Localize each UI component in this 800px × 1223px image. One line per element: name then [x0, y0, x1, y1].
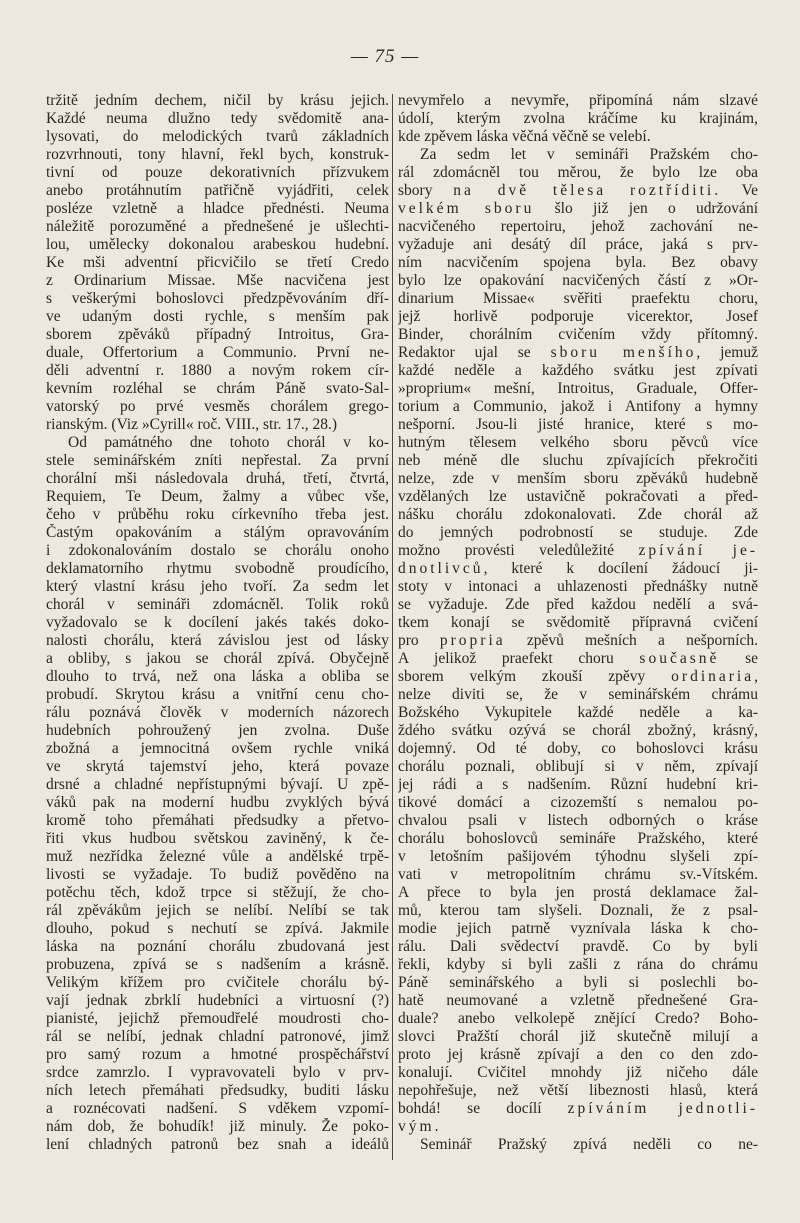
text-line: kromě toho přemáhati předsudky a přetvo- [46, 812, 389, 829]
text-line: posléze vzletně a hladce přednésti. Neuma [46, 200, 389, 217]
text-line: Od památného dne tohoto chorál v ko- [68, 434, 389, 451]
right-column [398, 92, 758, 1154]
text-line: rál zdomácněl tou měrou, že bylo lze oba [398, 164, 758, 181]
text-line: konalují. Cvičitel mnohdy již ničeho dále [398, 1064, 758, 1081]
text-line: Binder, chorálním cvičením vždy přítomný. [398, 326, 758, 343]
text-line: nešporní. Jsou-li jisté hranice, které s mo- [398, 416, 758, 433]
text-line: pianisté, jejichž přemoudřelé moudrosti cho- [46, 1010, 389, 1027]
text-line: Každé neuma dlužno tedy svědomitě ana- [46, 110, 389, 127]
text-line: Častým opakováním a stálým opravováním [46, 524, 389, 541]
text-line: livosti se vyžadaje. To budiž pověděno na [46, 866, 389, 883]
text-line: hatě neumované a vzletně přednešené Gra- [398, 992, 758, 1009]
text-line: ve udaným dosti rychle, s menším pak [46, 308, 389, 325]
text-line: náležitě porozuměné a přednešené je ušlechti- [46, 218, 389, 235]
text-line: nám dob, že bohudík! již minuly. Že poko- [46, 1118, 389, 1135]
text-line: potěchu těch, kdož trpce si stěžují, že cho- [46, 884, 389, 901]
text-line: lení chladných patronů bez snah a ideálů [46, 1136, 389, 1153]
text-line [398, 542, 758, 560]
text-line: Requiem, Te Deum, žalmy a vůbec vše, [46, 488, 389, 505]
text-line: pro samý rozum a hmotné prospěchářství [46, 1046, 389, 1063]
text-line [398, 560, 758, 578]
emphasized-text: dnotlivců [398, 560, 484, 577]
text-line: lysovati, do melodických tvarů základních [46, 128, 389, 145]
text-line: proto jej krásně zpívají a den co den zdo- [398, 1046, 758, 1063]
text-line [398, 1100, 758, 1118]
text-line: torium a Communio, jakož i Antifony a hymny [398, 398, 758, 415]
text-line: tivní od pouze dekorativních přízvukem [46, 164, 389, 181]
text-line: chorálu poznali, oblibují si v něm, zpívají [398, 758, 758, 775]
text-line: z Ordinarium Missae. Mše nacvičena jest [46, 272, 389, 289]
text-line: jejž horlivě podporuje vicerektor, Josef [398, 308, 758, 325]
emphasized-text: propria [439, 632, 506, 649]
text-line: vatorský po prvé vesměs chorálem grego- [46, 398, 389, 415]
text-line: dlouho, pokud s nechutí se zpívá. Jakmile [46, 920, 389, 937]
text-line: jej rádi a s nadšením. Různí hudební kri- [398, 776, 758, 793]
emphasized-text: současně [639, 650, 720, 667]
text-line: Ke mši adventní přicvičilo se třetí Credo [46, 254, 389, 271]
text-line: nalosti chorálu, která závislou jest od lásky [46, 632, 389, 649]
text-line: anebo protáhnutím patřičně vyjádřiti, celek [46, 182, 389, 199]
text-segment: šlo již jen o udržování [534, 200, 758, 217]
text-line: rál se nelíbí, jednak chladní patronové, jimž [46, 1028, 389, 1045]
text-segment: možno provésti veledůležité [398, 542, 639, 559]
text-line: slovci Pražští chorál již skutečně milují a [398, 1028, 758, 1045]
text-line: probudí. Skrytou krásu a vnitřní cenu cho- [46, 686, 389, 703]
text-line: A přece to byla jen prostá deklamace žal- [398, 884, 758, 901]
text-line [398, 668, 758, 686]
text-line: chorální mši následovala druhá, třetí, čtvrtá, [46, 470, 389, 487]
text-line: Velikým křížem pro cvičitele chorálu bý- [46, 974, 389, 991]
text-line: řekli, kdyby si byli zašli z rána do chrámu [398, 956, 758, 973]
text-line: nacvičeného repertoiru, jehož zachování ne- [398, 218, 758, 235]
text-line: neb méně dle sluchu zpívajících překročiti [398, 452, 758, 469]
page-number: — 75 — [350, 46, 420, 67]
text-line: nelze diviti se, že v seminářském chrámu [398, 686, 758, 703]
text-line: rálu. Dali svědectví pravdě. Co by byli [398, 938, 758, 955]
text-line: probuzena, zpívá se s nadšením a krásně. [46, 956, 389, 973]
text-segment: se [719, 650, 758, 667]
text-line: Páně seminářského a byli si poslechli bo- [398, 974, 758, 991]
text-line: muž nezřídka železné vůle a andělské trpě- [46, 848, 389, 865]
emphasized-text: zpíváním jednotli- [567, 1100, 758, 1117]
text-segment: , [754, 668, 758, 685]
text-segment: bohdá! se docílí [398, 1100, 568, 1117]
text-segment: sborem velkým zkouší zpěvy [398, 668, 672, 685]
text-line: modie jejich patrně vyznívala láska k cho- [398, 920, 758, 937]
text-segment: sbory [398, 182, 454, 199]
text-line: ve skrytá tajemství jeho, která povaze [46, 758, 389, 775]
text-line: rál zpěvákům jejich se nelíbí. Nelíbí se tak [46, 902, 389, 919]
text-line [398, 344, 758, 362]
text-line: lou, umělecky dokonalou arabeskou hudební. [46, 236, 389, 253]
emphasized-text: zpívání je- [638, 542, 758, 559]
text-segment: zpěvů mešních a nešporních. [505, 632, 758, 649]
text-line: vzdělaných lze ustavičně pokračovati a před- [398, 488, 758, 505]
text-line: láska na poznání chorálu zbudovaná jest [46, 938, 389, 955]
text-line: údolí, kterým zvolna kráčíme ku krajinám, [398, 110, 758, 127]
text-line [398, 1118, 758, 1136]
text-line: stoty v intonaci a uhlazenosti přednášky nutně [398, 578, 758, 595]
text-line: zbožná a jemnocitná ovšem rychle vniká [46, 740, 389, 757]
text-line: čeho v průběhu roku církevního třeba jest. [46, 506, 389, 523]
text-segment: , které k docílení žádoucí ji- [483, 560, 758, 577]
text-line: nášku chorálu zdokonalovati. Zde chorál až [398, 506, 758, 523]
text-line: sborem zpěváků případný Introitus, Gra- [46, 326, 389, 343]
text-line: deklamatorního rhytmu svobodně proudícího, [46, 560, 389, 577]
text-line [398, 182, 758, 200]
text-line: drsné a chladné nepřístupnými bývají. U zpě- [46, 776, 389, 793]
text-line: srdce zamrzlo. I vypravovateli bylo v prv- [46, 1064, 389, 1081]
text-line [398, 650, 758, 668]
text-line: duale? anebo velkolepě znějící Credo? Boho- [398, 1010, 758, 1027]
text-line: hudebních pohroužený jen zvolna. Duše [46, 722, 389, 739]
text-segment: , jemuž [696, 344, 758, 361]
text-line: chorál v semináři zdomácněl. Tolik roků [46, 596, 389, 613]
emphasized-text: ordinaria [671, 668, 755, 685]
text-line: vati v metropolitním chrámu sv.-Vítském. [398, 866, 758, 883]
text-line: tkem konají se svědomitě přípravná cvičení [398, 614, 758, 631]
text-line: rálu poznává člověk v moderních názorech [46, 704, 389, 721]
text-line: vyžaduje ani desátý díl práce, jaká s prv- [398, 236, 758, 253]
text-line: dlouho to trvá, než ona láska a obliba se [46, 668, 389, 685]
text-segment: Redaktor ujal se [398, 344, 551, 361]
emphasized-text: velkém sboru [398, 200, 535, 217]
emphasized-text: na dvě tělesa roztříditi. [453, 182, 722, 199]
text-segment: . [434, 1118, 439, 1135]
text-segment: pro [398, 632, 440, 649]
text-line: ždého svátku ozývá se chorál zbožný, krásný, [398, 722, 758, 739]
text-line: stele seminářském zníti nepřestal. Za první [46, 452, 389, 469]
text-line: děli adventní r. 1880 a novým rokem cír- [46, 362, 389, 379]
text-line: který vlastní krásu jeho tvoří. Za sedm let [46, 578, 389, 595]
text-line: Seminář Pražský zpívá neděli co ne- [420, 1136, 758, 1153]
text-line: s veškerými bohoslovci předzpěvováním dří- [46, 290, 389, 307]
text-line: rozvrhnouti, tony hlavní, řekl bych, konstruk- [46, 146, 389, 163]
text-segment: Ve [721, 182, 758, 199]
text-line: dojemný. Od té doby, co bohoslovci krásu [398, 740, 758, 757]
text-line: rianským. (Viz »Cyrill« roč. VIII., str. 17., 28.) [46, 416, 338, 433]
text-line: Božského Vykupitele každé neděle a ka- [398, 704, 758, 721]
text-line: vají jednak zbrklí hudebníci a virtuosní (?) [46, 992, 389, 1009]
text-line: i zdokonalováním dostalo se chorálu onoho [46, 542, 389, 559]
text-line: nepohřešuje, než větší libeznosti hlasů, která [398, 1082, 758, 1099]
left-column [46, 92, 389, 1154]
text-line: bylo lze opakování nacvičených částí z »Or- [398, 272, 758, 289]
text-line: nevymřelo a nevymře, připomíná nám slzavé [398, 92, 758, 109]
emphasized-text: vým [398, 1118, 435, 1135]
text-line [398, 200, 758, 218]
text-line: dinarium Missae« svěřiti praefektu choru, [398, 290, 758, 307]
text-line: ních letech přemáhati předsudky, buditi lásku [46, 1082, 389, 1099]
text-line: kde zpěvem láska věčná věčně se velebí. [398, 128, 651, 145]
text-line: duale, Offertorium a Communio. První ne- [46, 344, 389, 361]
text-line: váků pak na moderní hudbu zvyklých bývá [46, 794, 389, 811]
text-line [398, 632, 758, 650]
text-segment: A jelikož praefekt choru [398, 650, 640, 667]
text-line: vyžadovalo se k docílení jakés takés doko- [46, 614, 389, 631]
text-line: »proprium« mešní, Introitus, Graduale, Offer- [398, 380, 758, 397]
text-line: ním nacvičením spojena byla. Bez obavy [398, 254, 758, 271]
text-line: tikové domácí a cizozemští s nemalou po- [398, 794, 758, 811]
text-line: se vyžaduje. Zde před každou nedělí a svá- [398, 596, 758, 613]
text-line: do jemných podrobností se studuje. Zde [398, 524, 758, 541]
text-line: chorálu bohoslovců semináře Pražského, které [398, 830, 758, 847]
text-line: každé neděle a každého svátku jest zpívati [398, 362, 758, 379]
text-line: mů, kterou tam slyšeli. Doznali, že z psal- [398, 902, 758, 919]
text-line: a obliby, s jakou se chorál zpívá. Obyčejně [46, 650, 389, 667]
text-line: nelze, zde v menším sboru zpěváků hudebně [398, 470, 758, 487]
text-line: tržitě jedním dechem, ničil by krásu jejich. [46, 92, 389, 109]
text-line: kevním rozléhal se chrám Páně svato-Sal- [46, 380, 389, 397]
emphasized-text: sboru menšího [550, 344, 697, 361]
text-line: a roznécovati nadšení. S vděkem vzpomí- [46, 1100, 389, 1117]
text-line: Za sedm let v semináři Pražském cho- [420, 146, 758, 163]
text-line: hutným tělesem velkého sboru pěvců více [398, 434, 758, 451]
text-line: chvalou psali v listech odborných o kráse [398, 812, 758, 829]
column-divider [392, 94, 393, 1160]
text-line: v letošním pašijovém týhodnu slyšeli zpí- [398, 848, 758, 865]
text-line: řiti vkus hudbou světskou zaviněný, k če- [46, 830, 389, 847]
